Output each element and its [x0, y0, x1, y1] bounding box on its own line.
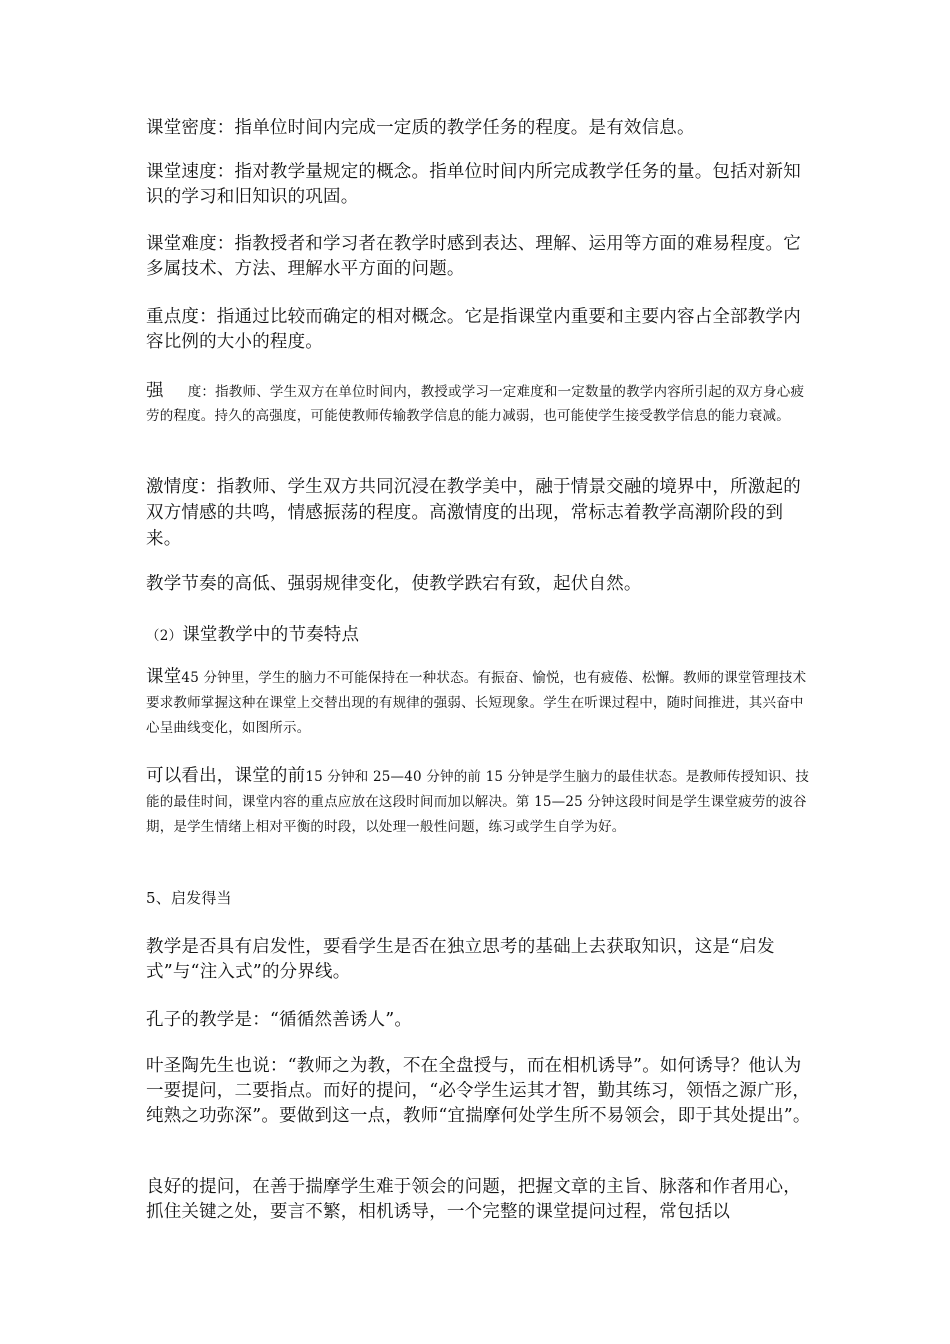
paragraph-confucius	[146, 1008, 814, 1033]
paragraph-lead: 课堂	[146, 667, 182, 687]
heading-text: 5、启发得当	[146, 889, 232, 907]
paragraph-text: 课堂难度：指教授者和学习者在教学时感到表达、理解、运用等方面的难易程度。它多属技术、方法、理解水平方面的问题。	[146, 234, 801, 279]
paragraph-difficulty	[146, 232, 814, 282]
paragraph-text: 教学节奏的高低、强弱规律变化，使教学跌宕有致，起伏自然。	[146, 574, 642, 594]
paragraph-text: 15 分钟和 25—40 分钟的前 15 分钟是学生脑力的最佳状态。是教师传授知识、技能的最佳时间，课堂内容的重点应放在这段时间而加以解决。第 15—25 分钟这段时间是学生课堂疲劳的波谷期，是学生情绪上相对平衡的时段，以处理一般性问题，练习或学生自学为好。	[146, 769, 810, 835]
paragraph-text: 课堂速度：指对教学量规定的概念。指单位时间内所完成教学任务的量。包括对新知识的学习和旧知识的巩固。	[146, 162, 801, 207]
heading-number: 2）	[159, 628, 183, 644]
paragraph-observe	[146, 764, 814, 839]
paragraph-good	[146, 1175, 814, 1225]
paragraph-text: 重点度：指通过比较而确定的相对概念。它是指课堂内重要和主要内容占全部教学内容比例的大小的程度。	[146, 307, 801, 352]
paragraph-rhythm	[146, 572, 814, 597]
paragraph-density	[146, 116, 814, 141]
paragraph-text: 孔子的教学是：“循循然善诱人”。	[146, 1010, 413, 1030]
paragraph-text: 度：指教师、学生双方在单位时间内，教授或学习一定难度和一定数量的教学内容所引起的双方身心疲劳的程度。持久的高强度，可能使教师传输教学信息的能力减弱，也可能使学生接受教学信息的能力衰减。	[146, 384, 805, 424]
heading-open-paren: （	[146, 628, 160, 644]
paragraph-passion	[146, 474, 814, 552]
paragraph-inspire	[146, 935, 814, 985]
paragraph-lead: 可以看出，课堂的前	[146, 766, 306, 786]
paragraph-text: 叶圣陶先生也说：“教师之为教，不在全盘授与，而在相机诱导”。如何诱导？他认为一要提问，二要指点。而好的提问，“必令学生运其才智，勤其练习，领悟之源广形，纯熟之功弥深”。要做到这一点，教师“宜揣摩何处学生所不易领会，即于其处提出”。	[146, 1056, 811, 1126]
paragraph-intensity	[146, 380, 814, 428]
paragraph-ye	[146, 1054, 814, 1129]
heading-rhythm-features	[146, 623, 814, 649]
paragraph-speed	[146, 160, 814, 210]
paragraph-text: 教学是否具有启发性，要看学生是否在独立思考的基础上去获取知识，这是“启发式”与“注入式”的分界线。	[146, 937, 775, 982]
paragraph-emphasis	[146, 305, 814, 355]
paragraph-class45	[146, 665, 814, 740]
paragraph-text: 激情度：指教师、学生双方共同沉浸在教学美中，融于情景交融的境界中，所激起的双方情感的共鸣，情感振荡的程度。高激情度的出现，常标志着教学高潮阶段的到来。	[146, 477, 801, 549]
paragraph-text: 课堂密度：指单位时间内完成一定质的教学任务的程度。是有效信息。	[146, 118, 695, 138]
paragraph-lead: 强	[146, 381, 164, 401]
heading-inspire	[146, 886, 814, 911]
heading-text: 课堂教学中的节奏特点	[182, 625, 360, 645]
paragraph-text: 45 分钟里，学生的脑力不可能保持在一种状态。有振奋、愉悦，也有疲倦、松懈。教师的课堂管理技术要求教师掌握这种在课堂上交替出现的有规律的强弱、长短现象。学生在听课过程中，随时间推进，其兴奋中心呈曲线变化，如图所示。	[146, 670, 807, 736]
paragraph-text: 良好的提问，在善于揣摩学生难于领会的问题，把握文章的主旨、脉落和作者用心，抓住关键之处，要言不繁，相机诱导，一个完整的课堂提问过程，常包括以	[146, 1177, 801, 1222]
